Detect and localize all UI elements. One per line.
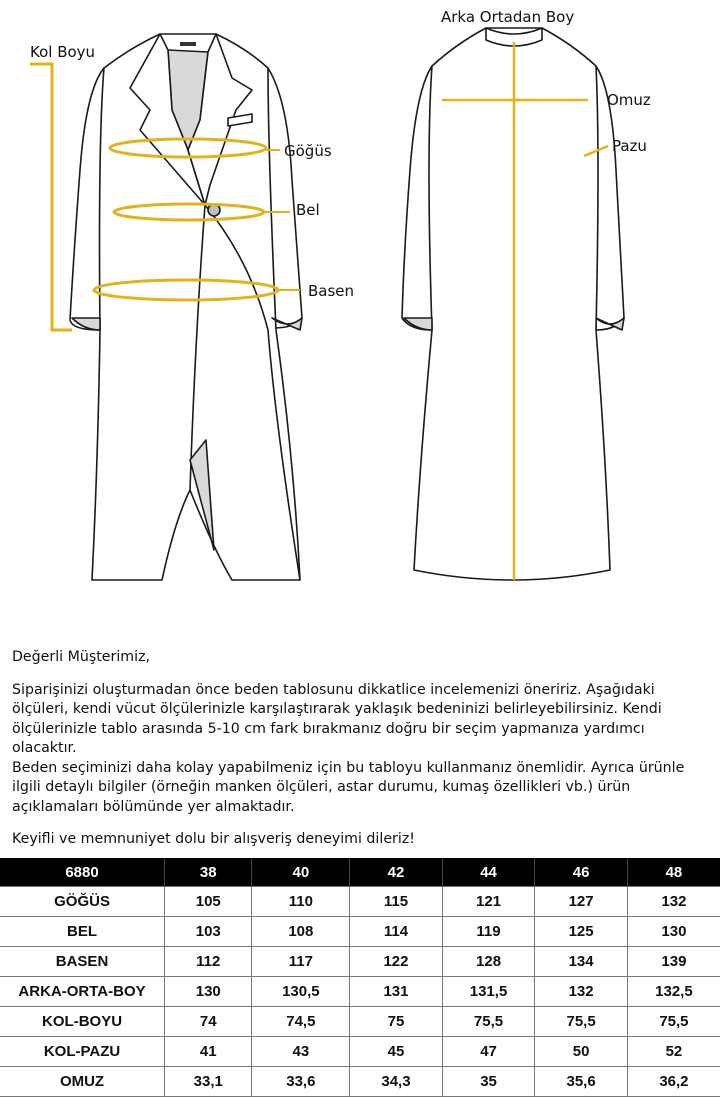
- table-cell: 122: [350, 947, 443, 977]
- table-cell: 103: [165, 917, 252, 947]
- table-row: [0, 1007, 720, 1037]
- label-bel: Bel: [296, 201, 320, 219]
- table-cell: 105: [165, 887, 252, 917]
- label-omuz: Omuz: [607, 91, 651, 109]
- table-cell: 128: [442, 947, 535, 977]
- header-size: 44: [442, 858, 535, 887]
- table-cell: 132: [535, 977, 628, 1007]
- table-cell: 127: [535, 887, 628, 917]
- row-label: BASEN: [0, 947, 165, 977]
- table-cell: 50: [535, 1037, 628, 1067]
- info-text: [12, 648, 712, 850]
- table-row: [0, 977, 720, 1007]
- size-table: [0, 858, 720, 1097]
- table-cell: 131: [350, 977, 443, 1007]
- table-cell: 43: [252, 1037, 350, 1067]
- table-cell: 75,5: [535, 1007, 628, 1037]
- table-row: [0, 1067, 720, 1097]
- table-cell: 115: [350, 887, 443, 917]
- row-label: OMUZ: [0, 1067, 165, 1097]
- table-cell: 41: [165, 1037, 252, 1067]
- paragraph-intro: Siparişinizi oluşturmadan önce beden tablosunu dikkatlice incelemenizi öneririz. Aşağıdaki ölçüleri, kendi vücut ölçülerinizle karşılaştırarak yaklaşık bedeninizi belirleyebilirsiniz. Kendi ölçülerinizle tablo arasında 5-10 cm fark bırakmanız doğru bir seçim yapmanıza yardımcı olacaktır.: [12, 681, 662, 756]
- table-cell: 108: [252, 917, 350, 947]
- table-cell: 114: [350, 917, 443, 947]
- label-arka-orta-boy: Arka Ortadan Boy: [441, 8, 575, 26]
- table-row: [0, 887, 720, 917]
- row-label: KOL-BOYU: [0, 1007, 165, 1037]
- front-coat-drawing: [70, 34, 302, 580]
- table-cell: 125: [535, 917, 628, 947]
- greeting: Değerli Müşterimiz,: [12, 649, 151, 665]
- label-kol-boyu: Kol Boyu: [30, 43, 96, 61]
- table-cell: 47: [442, 1037, 535, 1067]
- table-cell: 75: [350, 1007, 443, 1037]
- table-cell: 110: [252, 887, 350, 917]
- table-cell: 132: [627, 887, 720, 917]
- table-cell: 134: [535, 947, 628, 977]
- header-size: 46: [535, 858, 628, 887]
- table-cell: 34,3: [350, 1067, 443, 1097]
- header-size: 42: [350, 858, 443, 887]
- table-cell: 33,1: [165, 1067, 252, 1097]
- header-size: 40: [252, 858, 350, 887]
- table-cell: 45: [350, 1037, 443, 1067]
- table-cell: 132,5: [627, 977, 720, 1007]
- table-cell: 36,2: [627, 1067, 720, 1097]
- table-cell: 131,5: [442, 977, 535, 1007]
- label-gogus: Göğüs: [284, 142, 332, 160]
- table-cell: 112: [165, 947, 252, 977]
- table-cell: 121: [442, 887, 535, 917]
- header-model-code: 6880: [0, 858, 165, 887]
- size-table-header: [0, 858, 720, 887]
- table-cell: 74: [165, 1007, 252, 1037]
- header-size: 38: [165, 858, 252, 887]
- table-cell: 119: [442, 917, 535, 947]
- row-label: BEL: [0, 917, 165, 947]
- table-cell: 52: [627, 1037, 720, 1067]
- table-cell: 139: [627, 947, 720, 977]
- closing-text: Keyifli ve memnuniyet dolu bir alışveriş deneyimi dileriz!: [12, 831, 415, 847]
- label-basen: Basen: [308, 282, 355, 300]
- table-cell: 35: [442, 1067, 535, 1097]
- table-row: [0, 1037, 720, 1067]
- table-cell: 117: [252, 947, 350, 977]
- row-label: KOL-PAZU: [0, 1037, 165, 1067]
- table-cell: 74,5: [252, 1007, 350, 1037]
- table-row: [0, 947, 720, 977]
- table-cell: 130,5: [252, 977, 350, 1007]
- table-cell: 75,5: [627, 1007, 720, 1037]
- table-cell: 130: [165, 977, 252, 1007]
- table-cell: 130: [627, 917, 720, 947]
- label-pazu: Pazu: [612, 137, 647, 155]
- table-cell: 33,6: [252, 1067, 350, 1097]
- row-label: ARKA-ORTA-BOY: [0, 977, 165, 1007]
- paragraph-details: Beden seçiminizi daha kolay yapabilmeniz için bu tabloyu kullanmanız önemlidir. Ayrıca ürünle ilgili detaylı bilgiler (örneğin manken ölçüleri, astar durumu, kumaş özellikleri vb.) ürün açıklamaları bölümünde yer almaktadır.: [12, 759, 685, 815]
- header-size: 48: [627, 858, 720, 887]
- row-label: GÖĞÜS: [0, 887, 165, 917]
- table-cell: 35,6: [535, 1067, 628, 1097]
- table-cell: 75,5: [442, 1007, 535, 1037]
- table-row: [0, 917, 720, 947]
